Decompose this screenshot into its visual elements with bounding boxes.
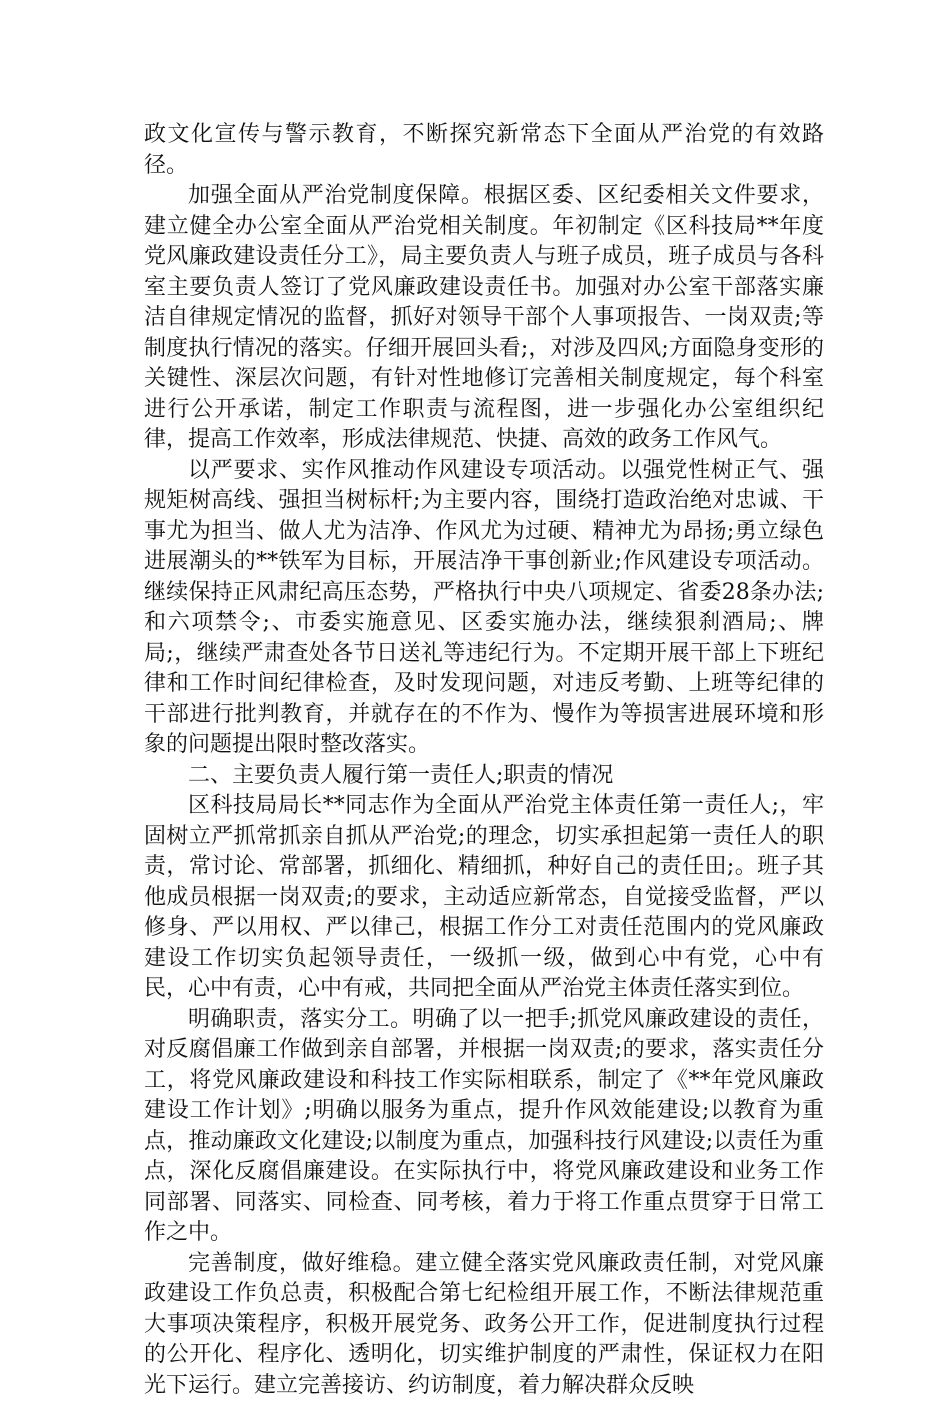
paragraph-system-guarantee: 加强全面从严治党制度保障。根据区委、区纪委相关文件要求，建立健全办公室全面从严治党相关制度。年初制定《区科技局**年度党风廉政建设责任分工》，局主要负责人与班子成员，班子成员与各科室主要负责人签订了党风廉政建设责任书。加强对办公室干部落实廉洁自律规定情况的监督，抓好对领导干部个人事项报告、一岗双责;等制度执行情况的落实。仔细开展回头看;，对涉及四风;方面隐身变形的关键性、深层次问题，有针对性地修订完善相关制度规定，每个科室进行公开承诺，制定工作职责与流程图，进一步强化办公室组织纪律，提高工作效率，形成法律规范、快捷、高效的政务工作风气。 bbox=[144, 181, 824, 456]
paragraph-work-style: 以严要求、实作风推动作风建设专项活动。以强党性树正气、强规矩树高线、强担当树标杆;为主要内容，围绕打造政治绝对忠诚、干事尤为担当、做人尤为洁净、作风尤为过硬、精神尤为昂扬;勇立绿色进展潮头的**铁军为目标，开展洁净干事创新业;作风建设专项活动。继续保持正风肃纪高压态势，严格执行中央八项规定、省委28条办法;和六项禁令;、市委实施意见、区委实施办法，继续狠刹酒局;、牌局;，继续严肃查处各节日送礼等违纪行为。不定期开展干部上下班纪律和工作时间纪律检查，及时发现问题，对违反考勤、上班等纪律的干部进行批判教育，并就存在的不作为、慢作为等损害进展环境和形象的问题提出限时整改落实。 bbox=[144, 456, 824, 761]
paragraph-first-responsible: 区科技局局长**同志作为全面从严治党主体责任第一责任人;，牢固树立严抓常抓亲自抓从严治党;的理念，切实承担起第一责任人的职责，常讨论、常部署，抓细化、精细抓，种好自己的责任田;。班子其他成员根据一岗双责;的要求，主动适应新常态，自觉接受监督，严以修身、严以用权、严以律己，根据工作分工对责任范围内的党风廉政建设工作切实负起领导责任，一级抓一级，做到心中有党，心中有民，心中有责，心中有戒，共同把全面从严治党主体责任落实到位。 bbox=[144, 791, 824, 1005]
paragraph-clarify-duties: 明确职责，落实分工。明确了以一把手;抓党风廉政建设的责任，对反腐倡廉工作做到亲自部署，并根据一岗双责;的要求，落实责任分工，将党风廉政建设和科技工作实际相联系，制定了《**年党风廉政建设工作计划》;明确以服务为重点，提升作风效能建设;以教育为重点，推动廉政文化建设;以制度为重点，加强科技行风建设;以责任为重点，深化反腐倡廉建设。在实际执行中，将党风廉政建设和业务工作同部署、同落实、同检查、同考核，着力于将工作重点贯穿于日常工作之中。 bbox=[144, 1005, 824, 1249]
paragraph-improve-system: 完善制度，做好维稳。建立健全落实党风廉政责任制，对党风廉政建设工作负总责，积极配合第七纪检组开展工作，不断法律规范重大事项决策程序，积极开展党务、政务公开工作，促进制度执行过程的公开化、程序化、透明化，切实维护制度的严肃性，保证权力在阳光下运行。建立完善接访、约访制度，着力解决群众反映 bbox=[144, 1249, 824, 1401]
paragraph-continuation: 政文化宣传与警示教育，不断探究新常态下全面从严治党的有效路径。 bbox=[144, 120, 824, 181]
document-body bbox=[144, 120, 824, 1401]
section-heading: 二、主要负责人履行第一责任人;职责的情况 bbox=[144, 761, 824, 792]
